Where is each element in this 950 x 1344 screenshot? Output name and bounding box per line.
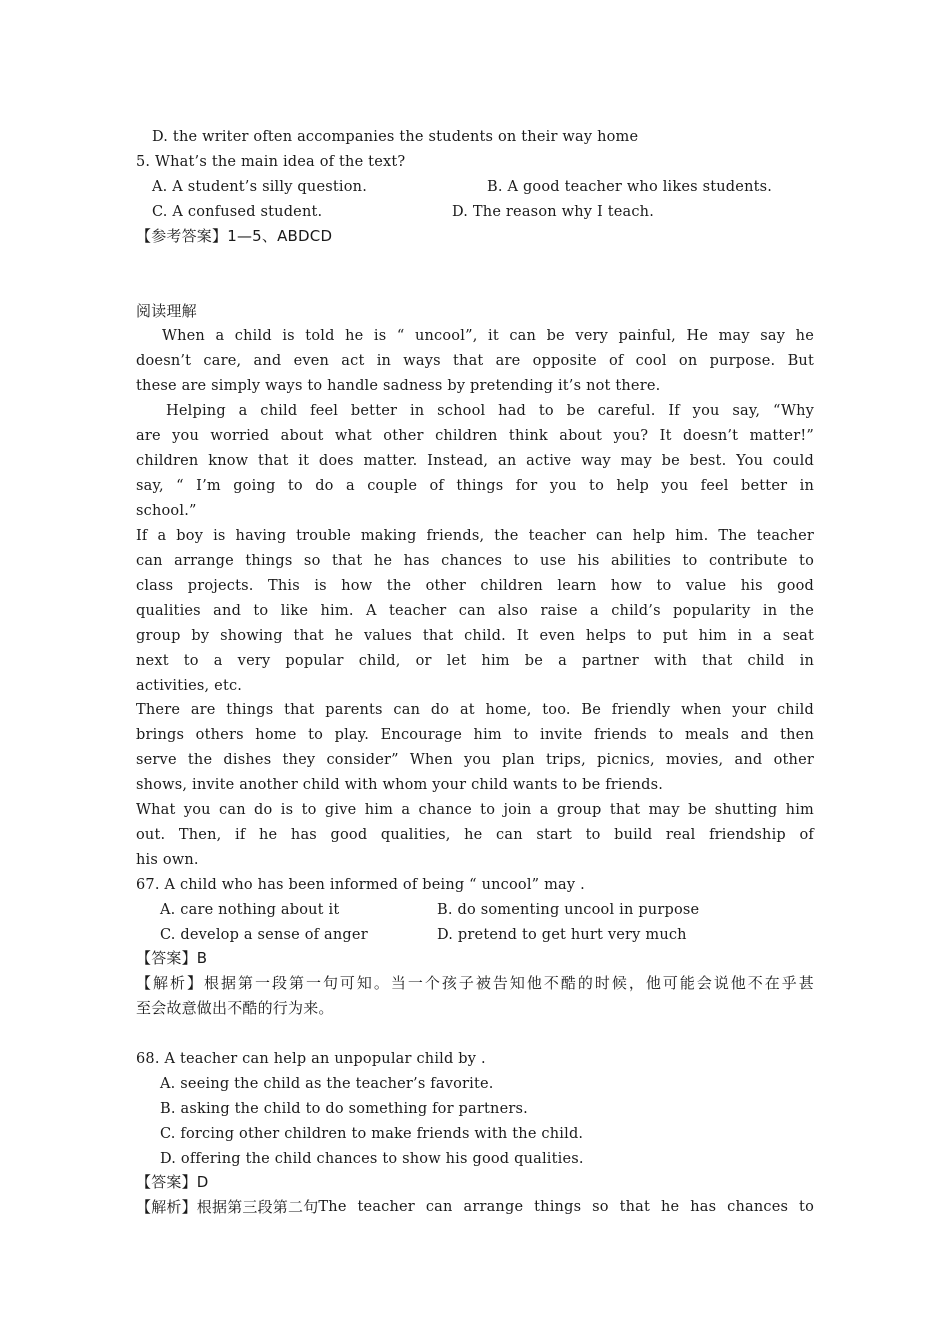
passage-line: these are simply ways to handle sadness by pretending it’s not there. [136, 378, 661, 394]
q68-option-d: D. offering the child chances to show his good qualities. [160, 1151, 584, 1167]
passage-line: What you can do is to give him a chance to join a group that may be shutting him [136, 802, 814, 818]
q67-option-c: C. develop a sense of anger [160, 927, 368, 943]
passage-line: There are things that parents can do at home, too. Be friendly when your child [136, 702, 814, 718]
q67-option-b: B. do somenting uncool in purpose [437, 902, 700, 918]
section-title: 阅读理解 [136, 302, 197, 320]
passage-line: school.” [136, 503, 197, 519]
passage-line: doesn’t care, and even act in ways that are opposite of cool on purpose. But [136, 353, 814, 369]
q67-analysis: 至会故意做出不酷的行为来。 [136, 999, 334, 1017]
passage-line: are you worried about what other children think about you? It doesn’t matter!” [136, 428, 814, 444]
q68-analysis-text: The teacher can arrange things so that he has chances to [318, 1199, 814, 1215]
passage-line: out. Then, if he has good qualities, he can start to build real friendship of [136, 827, 814, 843]
q5-option-d: D. The reason why I teach. [452, 204, 655, 220]
q5-option-b: B. A good teacher who likes students. [487, 179, 773, 195]
q68-question: 68. A teacher can help an unpopular child by . [136, 1051, 486, 1067]
passage-line: When a child is told he is “ uncool”, it can be very painful, He may say he [162, 328, 814, 344]
q68-option-c: C. forcing other children to make friends with the child. [160, 1126, 584, 1142]
q67-analysis: 【解析】根据第一段第一句可知。当一个孩子被告知他不酷的时候，他可能会说他不在乎甚 [136, 974, 814, 992]
passage-line: brings others home to play. Encourage him to invite friends to meals and then [136, 727, 814, 743]
passage-line: Helping a child feel better in school had to be careful. If you say, “Why [166, 403, 814, 419]
q68-analysis [136, 1195, 814, 1220]
passage-line: next to a very popular child, or let him be a partner with that child in [136, 653, 814, 669]
passage-line: shows, invite another child with whom your child wants to be friends. [136, 777, 664, 793]
q4-option-d: D. the writer often accompanies the students on their way home [152, 129, 639, 145]
answer-reference: 【参考答案】1—5、ABDCD [136, 227, 333, 245]
q67-option-d: D. pretend to get hurt very much [437, 927, 687, 943]
passage-line: group by showing that he values that child. It even helps to put him in a seat [136, 628, 814, 644]
passage-line: his own. [136, 852, 199, 868]
passage-line: children know that it does matter. Instead, an active way may be best. You could [136, 453, 814, 469]
q67-answer: 【答案】B [136, 949, 208, 967]
q68-option-a: A. seeing the child as the teacher’s favorite. [160, 1076, 494, 1092]
passage-line: can arrange things so that he has chances to use his abilities to contribute to [136, 553, 814, 569]
q68-analysis-prefix: 【解析】根据第三段第二句 [136, 1198, 319, 1216]
q68-answer: 【答案】D [136, 1173, 209, 1191]
passage-line: class projects. This is how the other children learn how to value his good [136, 578, 814, 594]
q5-option-c: C. A confused student. [152, 204, 323, 220]
passage-line: say, “ I’m going to do a couple of things for you to help you feel better in [136, 478, 814, 494]
q5-option-a: A. A student’s silly question. [152, 179, 368, 195]
q68-option-b: B. asking the child to do something for partners. [160, 1101, 528, 1117]
passage-line: serve the dishes they consider” When you plan trips, picnics, movies, and other [136, 752, 814, 768]
q67-question: 67. A child who has been informed of being “ uncool” may . [136, 877, 585, 893]
q5-question: 5. What’s the main idea of the text? [136, 154, 406, 170]
passage-line: activities, etc. [136, 678, 243, 694]
passage-line: qualities and to like him. A teacher can also raise a child’s popularity in the [136, 603, 814, 619]
passage-line: If a boy is having trouble making friends, the teacher can help him. The teacher [136, 528, 814, 544]
q67-option-a: A. care nothing about it [160, 902, 340, 918]
